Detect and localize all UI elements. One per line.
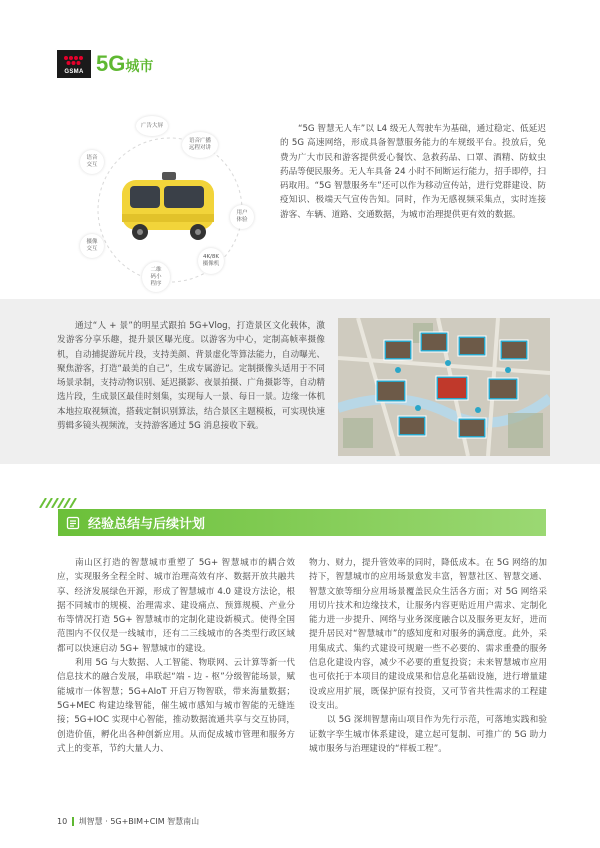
body-right-paragraph-2: 以 5G 深圳智慧南山项目作为先行示范，可落地实践和验证数字孪生城市体系建设，建立起可复制、可推广的 5G 助力城市服务与治理建设的“样板工程”。 <box>309 715 547 754</box>
brand-5g: 5G <box>96 51 126 76</box>
footer-text: 圳智慧 · 5G+BIM+CIM 智慧南山 <box>78 817 200 826</box>
section-stripes-icon <box>38 498 98 508</box>
bubble-user-experience: 用户 体验 <box>230 205 254 229</box>
section-title: 经验总结与后续计划 <box>88 517 206 532</box>
page-footer <box>57 816 199 827</box>
bubble-voice-broadcast: 语音广播 远程对讲 <box>182 132 218 158</box>
gsma-logo <box>57 50 91 78</box>
body-left-paragraph-2: 利用 5G 与大数据、人工智能、物联网、云计算等新一代信息技术的融合发展，串联起“端 - 边 - 枢”分级智能场景，赋能城市一体智慧；5G+AIoT 开启万物智联，带来海量数据；5G+MEC 构建边缘智能，催生城市感知与城市智能的无缝连接；5G+IOC 实现中心智能，推动数据流通共享与交互协同，创造价值，孵化出各种创新应用。从而促成城市管理和服务方式上的变革，节约大量人力、 <box>57 658 295 754</box>
scenic-map-image <box>338 318 550 456</box>
body-right-column <box>309 556 547 756</box>
section-header <box>58 509 546 536</box>
footer-separator <box>72 817 74 826</box>
intro-paragraph: “5G 智慧无人车”以 L4 级无人驾驶车为基础，通过稳定、低延迟的 5G 高速网络，形成具备智慧服务能力的车规级平台。投放后，免费为广大市民和游客提供爱心餐饮、急救药品、口罩、酒精、防蚊虫药品等便民服务。无人车具备 24 小时不间断运行能力，招手即停，扫码取用。“5G 智慧服务车”还可以作为移动宣传站，进行党群建设、防疫知识、极端天气宣传告知。同时，作为无感视频采集点，实时连接游客、车辆、道路、交通数据，为城市治理提供更有效的数据。 <box>280 124 546 220</box>
gsma-dots-icon <box>63 55 85 67</box>
smart-car-diagram <box>70 110 270 300</box>
body-left-paragraph-1: 南山区打造的智慧城市重塑了 5G+ 智慧城市的耦合效应，实现服务全程全时、城市治理高效有序、数据开放共融共享、经济发展绿色开源，形成了智慧城市 4.0 建设方法论，根据不同城市的规模、治理需求、建设痛点、预算规模、产业分布等情况打造 5G+ 智慧城市的定制化建设新模式。使得全国范围内不仅仅是一线城市，还有二三线城市的各类型行政区域都可以快速启动 5G+ 智慧城市的建设。 <box>57 558 295 654</box>
vlog-paragraph: 通过“人 + 景”的明星式跟拍 5G+Vlog，打造景区文化载体，激发游客分享乐趣，提升景区曝光度。以游客为中心，定制高帧率摄像机，自动捕捉游玩片段，支持美颜、背景虚化等算法能力，自动曝光、聚焦游客，打造“最美的自己”，生成专属游记。定制摄像头适用于不同场景录制，支持动物识别、延迟摄影、夜景拍摄、广角摄影等，自动精选片段，生成景区最佳时刻集，实现每人一景、每日一景。边缘一体机本地拉取视频流，搭载定制识别算法，结合景区主题模板，可实现快速剪辑多镜头视频流，支持游客通过 5G 消息接收下载。 <box>57 321 325 432</box>
page-number: 10 <box>57 817 68 826</box>
bubble-ad-screen: 广告大屏 <box>136 116 168 136</box>
brand-city: 城市 <box>125 58 154 74</box>
brand-title <box>96 52 153 78</box>
bubble-camera-interaction: 摄像 交互 <box>80 234 104 258</box>
bubble-4k-camera: 4K/8K 摄像机 <box>198 248 224 274</box>
checklist-icon <box>66 516 80 530</box>
bubble-qr-code: 二维 码小 程序 <box>142 262 170 292</box>
bubble-voice-interaction: 语音 交互 <box>80 150 104 174</box>
gsma-logo-text: GSMA <box>64 69 84 75</box>
body-left-column <box>57 556 295 756</box>
map-illustration-icon <box>338 318 550 456</box>
body-right-paragraph-1: 物力、财力，提升管效率的同时，降低成本。在 5G 网络的加持下，智慧城市的应用场景愈发丰富，智慧社区、智慧交通、智慧文旅等细分应用场景覆盖民众生活各方面；对 5G 网络采用切片技术和边缘技术，让服务内容更贴近用户需求、定制化能力进一步提升、网络与业务深度融合以及服务更友好，进而提升居民对“智慧城市”的感知度和对服务的满意度。此外，采用集成式、集约式建设可规避一些不必要的、需求重叠的服务信息化建设内容，减少不必要的重复投资；未来智慧城市应用也可依托于本项目的建设成果和信息化基础设施，进行增量建设或应用扩展，既保护原有投资，又可节省共性需求的工程建设支出。 <box>309 558 547 711</box>
